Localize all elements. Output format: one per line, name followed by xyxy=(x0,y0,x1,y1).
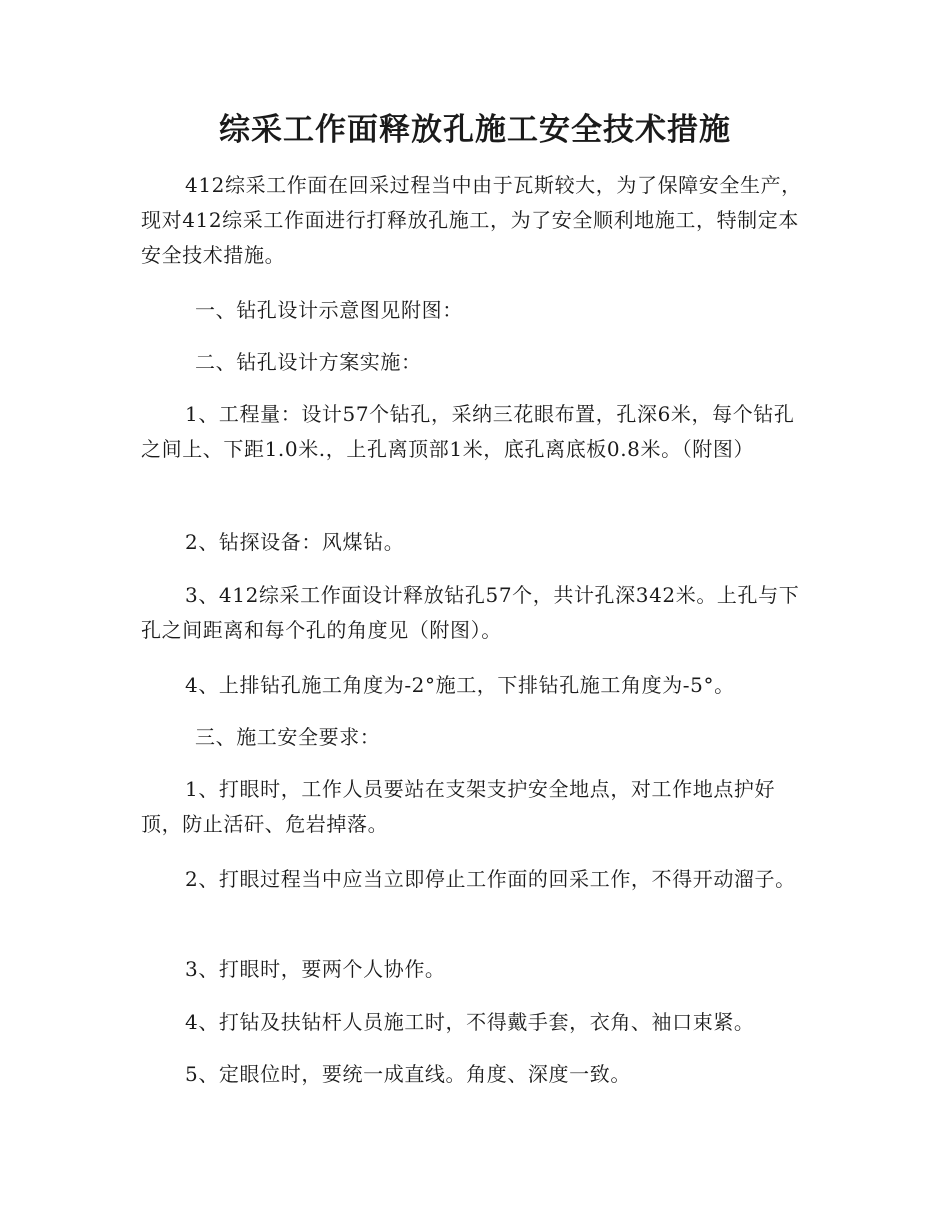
requirement-1: 1、打眼时，工作人员要站在支架支护安全地点，对工作地点护好顶，防止活矸、危岩掉落。 xyxy=(141,777,776,836)
document-title: 综采工作面释放孔施工安全技术措施 xyxy=(219,112,731,148)
requirement-4: 4、打钻及扶钻杆人员施工时，不得戴手套，衣角、袖口束紧。 xyxy=(185,1010,755,1034)
section-heading-1: 一、钻孔设计示意图见附图： xyxy=(195,298,463,322)
paragraph-drill-count: 3、412综采工作面设计释放钻孔57个，共计孔深342米。上孔与下孔之间距离和每个孔的角度见（附图）。 xyxy=(141,583,800,642)
section-heading-3: 三、施工安全要求： xyxy=(195,725,381,749)
requirement-3: 3、打眼时，要两个人协作。 xyxy=(185,957,446,981)
requirement-5: 5、定眼位时，要统一成直线。角度、深度一致。 xyxy=(185,1062,631,1086)
paragraph-workload: 1、工程量：设计57个钻孔，采纳三花眼布置，孔深6米，每个钻孔之间上、下距1.0米.，上孔离顶部1米，底孔离底板0.8米。（附图） xyxy=(141,402,795,461)
section-heading-2: 二、钻孔设计方案实施： xyxy=(195,350,422,374)
requirement-2: 2、打眼过程当中应当立即停止工作面的回采工作，不得开动溜子。 xyxy=(185,867,796,891)
paragraph-equipment: 2、钻探设备：风煤钻。 xyxy=(185,530,405,554)
paragraph-angle: 4、上排钻孔施工角度为-2°施工，下排钻孔施工角度为-5°。 xyxy=(185,673,735,697)
intro-paragraph: 412综采工作面在回采过程当中由于瓦斯较大，为了保障安全生产，现对412综采工作面进行打释放孔施工，为了安全顺利地施工，特制定本安全技术措施。 xyxy=(141,173,802,267)
